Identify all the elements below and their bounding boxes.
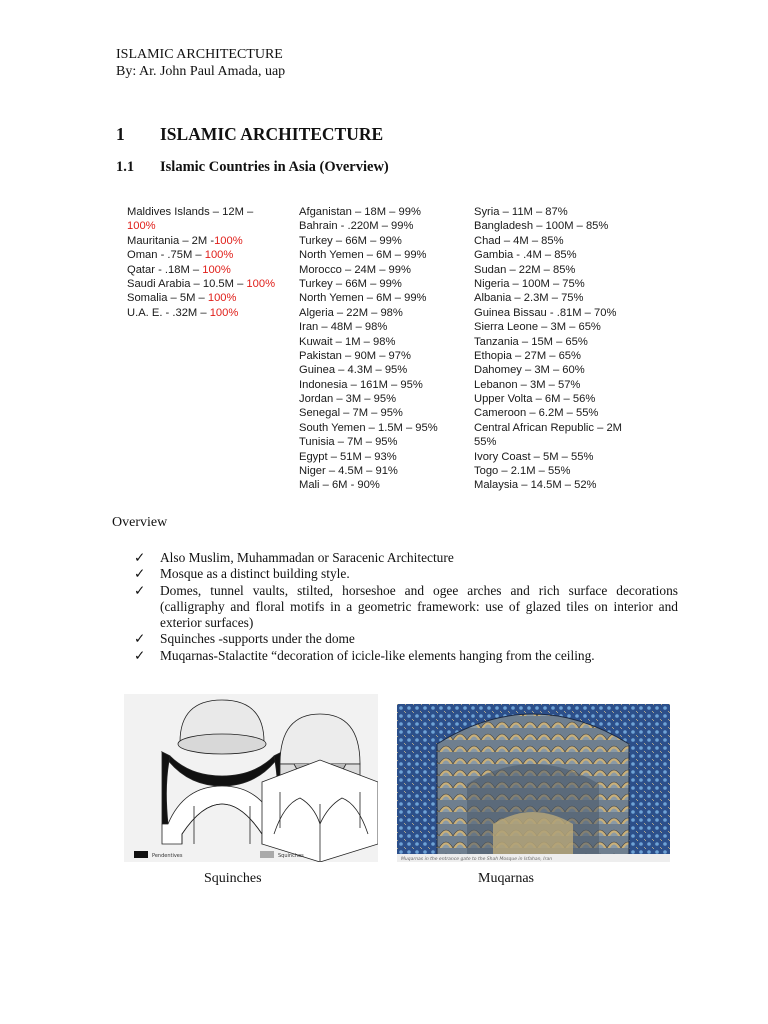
country-row: Maldives Islands – 12M – — [127, 206, 254, 218]
country-row: South Yemen – 1.5M – 95% — [299, 421, 438, 434]
country-row: Lebanon – 3M – 57% — [474, 378, 581, 391]
country-row: North Yemen – 6M – 99% — [299, 249, 427, 262]
country-row: Mauritania – 2M -100% — [127, 234, 243, 247]
country-row: Guinea – 4.3M – 95% — [299, 364, 408, 377]
country-row: Tunisia – 7M – 95% — [299, 436, 398, 449]
country-row: Saudi Arabia – 10.5M – 100% — [127, 277, 276, 290]
country-row: Sierra Leone – 3M – 65% — [474, 321, 601, 334]
legend-pendentives-label: Pendentives — [152, 853, 183, 859]
country-row: Mali – 6M - 90% — [299, 479, 380, 492]
squinches-figure — [124, 694, 378, 862]
section-number: 1 — [116, 124, 125, 144]
country-row: U.A. E. - .32M – 100% — [127, 306, 239, 319]
country-row: Morocco – 24M – 99% — [299, 263, 411, 276]
country-row: Turkey – 66M – 99% — [299, 234, 402, 247]
bullet-item: ✓ Also Muslim, Muhammadan or Saracenic Architecture — [134, 550, 454, 565]
muqarnas-photo-credit: Muqarnas in the entrance gate to the Shah Mosque in Isfahan, Iran — [401, 857, 553, 862]
muqarnas-image — [397, 704, 670, 862]
country-row: Chad – 4M – 85% — [474, 234, 564, 247]
country-row: Kuwait – 1M – 98% — [299, 335, 396, 348]
overview-label: Overview — [112, 515, 168, 530]
legend-squinches-label: Squinches — [278, 853, 304, 859]
country-column-3 — [474, 205, 622, 493]
checkmark-icon: ✓ — [134, 582, 146, 598]
country-row: Dahomey – 3M – 60% — [474, 364, 585, 377]
country-row: Gambia - .4M – 85% — [474, 249, 577, 262]
bullet-item: ✓ Squinches -supports under the dome — [134, 631, 355, 647]
country-row: Nigeria – 100M – 75% — [474, 277, 585, 290]
country-row: Syria – 11M – 87% — [474, 206, 568, 218]
doc-header-title: ISLAMIC ARCHITECTURE — [116, 47, 283, 62]
bullet-item: ✓ Muqarnas-Stalactite “decoration of icicle-like elements hanging from the ceiling. — [134, 647, 595, 663]
country-row: Oman - .75M – 100% — [127, 249, 234, 262]
country-row: Somalia – 5M – 100% — [127, 292, 237, 305]
country-row: Jordan – 3M – 95% — [299, 393, 397, 406]
doc-header-author: By: Ar. John Paul Amada, uap — [116, 64, 286, 79]
country-row: Malaysia – 14.5M – 52% — [474, 479, 597, 492]
country-row: Pakistan – 90M – 97% — [299, 349, 411, 362]
country-row: Algeria – 22M – 98% — [299, 306, 403, 319]
section-title: ISLAMIC ARCHITECTURE — [160, 124, 384, 144]
country-row: Tanzania – 15M – 65% — [474, 335, 588, 348]
country-row: Qatar - .18M – 100% — [127, 263, 231, 276]
country-row: Senegal – 7M – 95% — [299, 407, 403, 420]
country-row: Indonesia – 161M – 95% — [299, 378, 423, 391]
country-row: Cameroon – 6.2M – 55% — [474, 407, 599, 420]
country-row: Sudan – 22M – 85% — [474, 263, 576, 276]
bullet-item: ✓ Domes, tunnel vaults, stilted, horseshoe and ogee arches and rich surface decorations (calligraphy and floral motifs in a geometric framework: use of glazed tiles on interior and exterior surfaces) — [134, 582, 678, 631]
overview-bullet-list — [134, 550, 678, 664]
squinches-diagram — [124, 694, 378, 862]
country-row: North Yemen – 6M – 99% — [299, 292, 427, 305]
muqarnas-photo — [397, 704, 670, 862]
checkmark-icon: ✓ — [134, 631, 146, 647]
country-row: Bahrain - .220M – 99% — [299, 220, 414, 233]
country-row: Central African Republic – 2M — [474, 421, 622, 434]
country-column-1 — [127, 205, 275, 320]
country-row: Iran – 48M – 98% — [299, 321, 388, 334]
country-row: Upper Volta – 6M – 56% — [474, 393, 596, 406]
country-row: Afganistan – 18M – 99% — [299, 206, 421, 218]
country-row: Ivory Coast – 5M – 55% — [474, 450, 594, 463]
country-row: Ethopia – 27M – 65% — [474, 349, 581, 362]
checkmark-icon: ✓ — [134, 550, 146, 565]
country-row: Bangladesh – 100M – 85% — [474, 220, 609, 233]
country-row: Egypt – 51M – 93% — [299, 450, 397, 463]
country-row: Albania – 2.3M – 75% — [474, 292, 584, 305]
country-row: Togo – 2.1M – 55% — [474, 465, 571, 478]
checkmark-icon: ✓ — [134, 566, 146, 582]
squinches-caption: Squinches — [204, 871, 262, 886]
country-row: Guinea Bissau - .81M – 70% — [474, 306, 617, 319]
checkmark-icon: ✓ — [134, 647, 146, 663]
country-column-2 — [299, 205, 438, 493]
country-row: Niger – 4.5M – 91% — [299, 465, 398, 478]
country-row: Turkey – 66M – 99% — [299, 277, 402, 290]
subsection-title: Islamic Countries in Asia (Overview) — [160, 159, 389, 175]
country-row: 100% — [127, 220, 156, 233]
subsection-number: 1.1 — [116, 159, 135, 175]
muqarnas-caption: Muqarnas — [478, 871, 534, 886]
country-row: 55% — [474, 436, 497, 449]
bullet-item: ✓ Mosque as a distinct building style. — [134, 566, 350, 582]
